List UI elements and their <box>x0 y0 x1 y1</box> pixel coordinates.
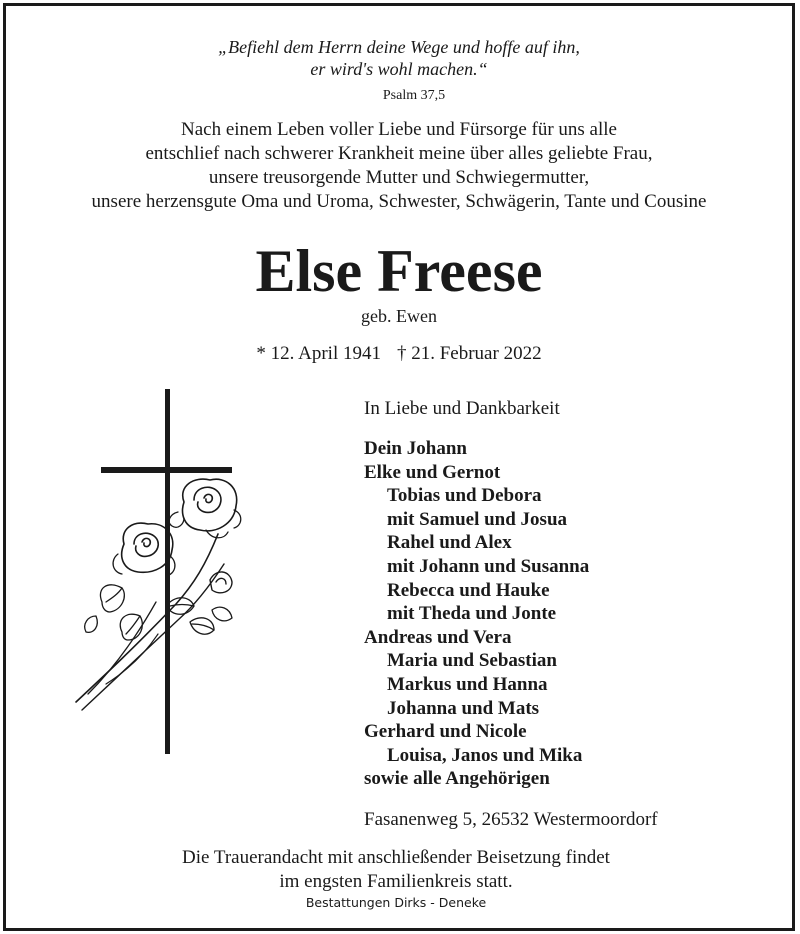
mourner-entry: Maria und Sebastian <box>387 650 557 672</box>
service-line: im engsten Familienkreis statt. <box>279 871 513 892</box>
mourners-address: Fasanenweg 5, 26532 Westermoordorf <box>364 809 658 830</box>
mourner-entry: Rebecca und Hauke <box>387 579 550 601</box>
deceased-name: Else Freese <box>255 238 543 304</box>
mourner-entry: sowie alle Angehörigen <box>364 768 550 790</box>
mourner-entry: Elke und Gernot <box>364 461 501 483</box>
cross-with-roses-icon <box>66 384 256 759</box>
intro-line: entschlief nach schwerer Krankheit meine über alles geliebte Frau, <box>145 143 653 164</box>
mourner-entry: Tobias und Debora <box>387 485 542 507</box>
quote-line: „Befiehl dem Herrn deine Wege und hoffe auf ihn, <box>218 37 580 57</box>
service-line: Die Trauerandacht mit anschließender Beisetzung findet <box>182 847 610 868</box>
bible-quote <box>6 36 792 80</box>
maiden-name: geb. Ewen <box>361 306 437 326</box>
mourner-entry: Dein Johann <box>364 438 467 459</box>
mourner-entry: Andreas und Vera <box>364 626 512 648</box>
intro-line: unsere herzensgute Oma und Uroma, Schwester, Schwägerin, Tante und Cousine <box>91 191 707 212</box>
intro-line: unsere treusorgende Mutter und Schwiegermutter, <box>208 167 590 188</box>
mourner-entry: Johanna und Mats <box>387 697 540 719</box>
life-dates <box>6 342 792 366</box>
obituary-frame <box>3 3 795 931</box>
mourner-entry: Rahel und Alex <box>387 532 512 554</box>
service-notice <box>6 846 792 894</box>
undertaker-name: Bestattungen Dirks - Deneke <box>305 895 487 910</box>
mourners-list <box>364 437 589 791</box>
mourner-entry: Louisa, Janos und Mika <box>387 744 583 766</box>
mourner-entry: mit Samuel und Josua <box>387 508 568 530</box>
mourner-entry: Gerhard und Nicole <box>364 721 527 743</box>
intro-line: Nach einem Leben voller Liebe und Fürsorge für uns alle <box>181 119 617 140</box>
death-date: † 21. Februar 2022 <box>396 343 542 364</box>
birth-date: * 12. April 1941 <box>256 343 381 364</box>
intro-text <box>6 118 792 214</box>
mourner-entry: mit Theda und Jonte <box>387 603 557 625</box>
mourner-entry: Markus und Hanna <box>387 673 548 695</box>
thanks-line: In Liebe und Dankbarkeit <box>364 398 560 419</box>
quote-line: er wird's wohl machen.“ <box>310 59 488 79</box>
mourner-entry: mit Johann und Susanna <box>387 555 590 577</box>
quote-source: Psalm 37,5 <box>382 88 446 103</box>
